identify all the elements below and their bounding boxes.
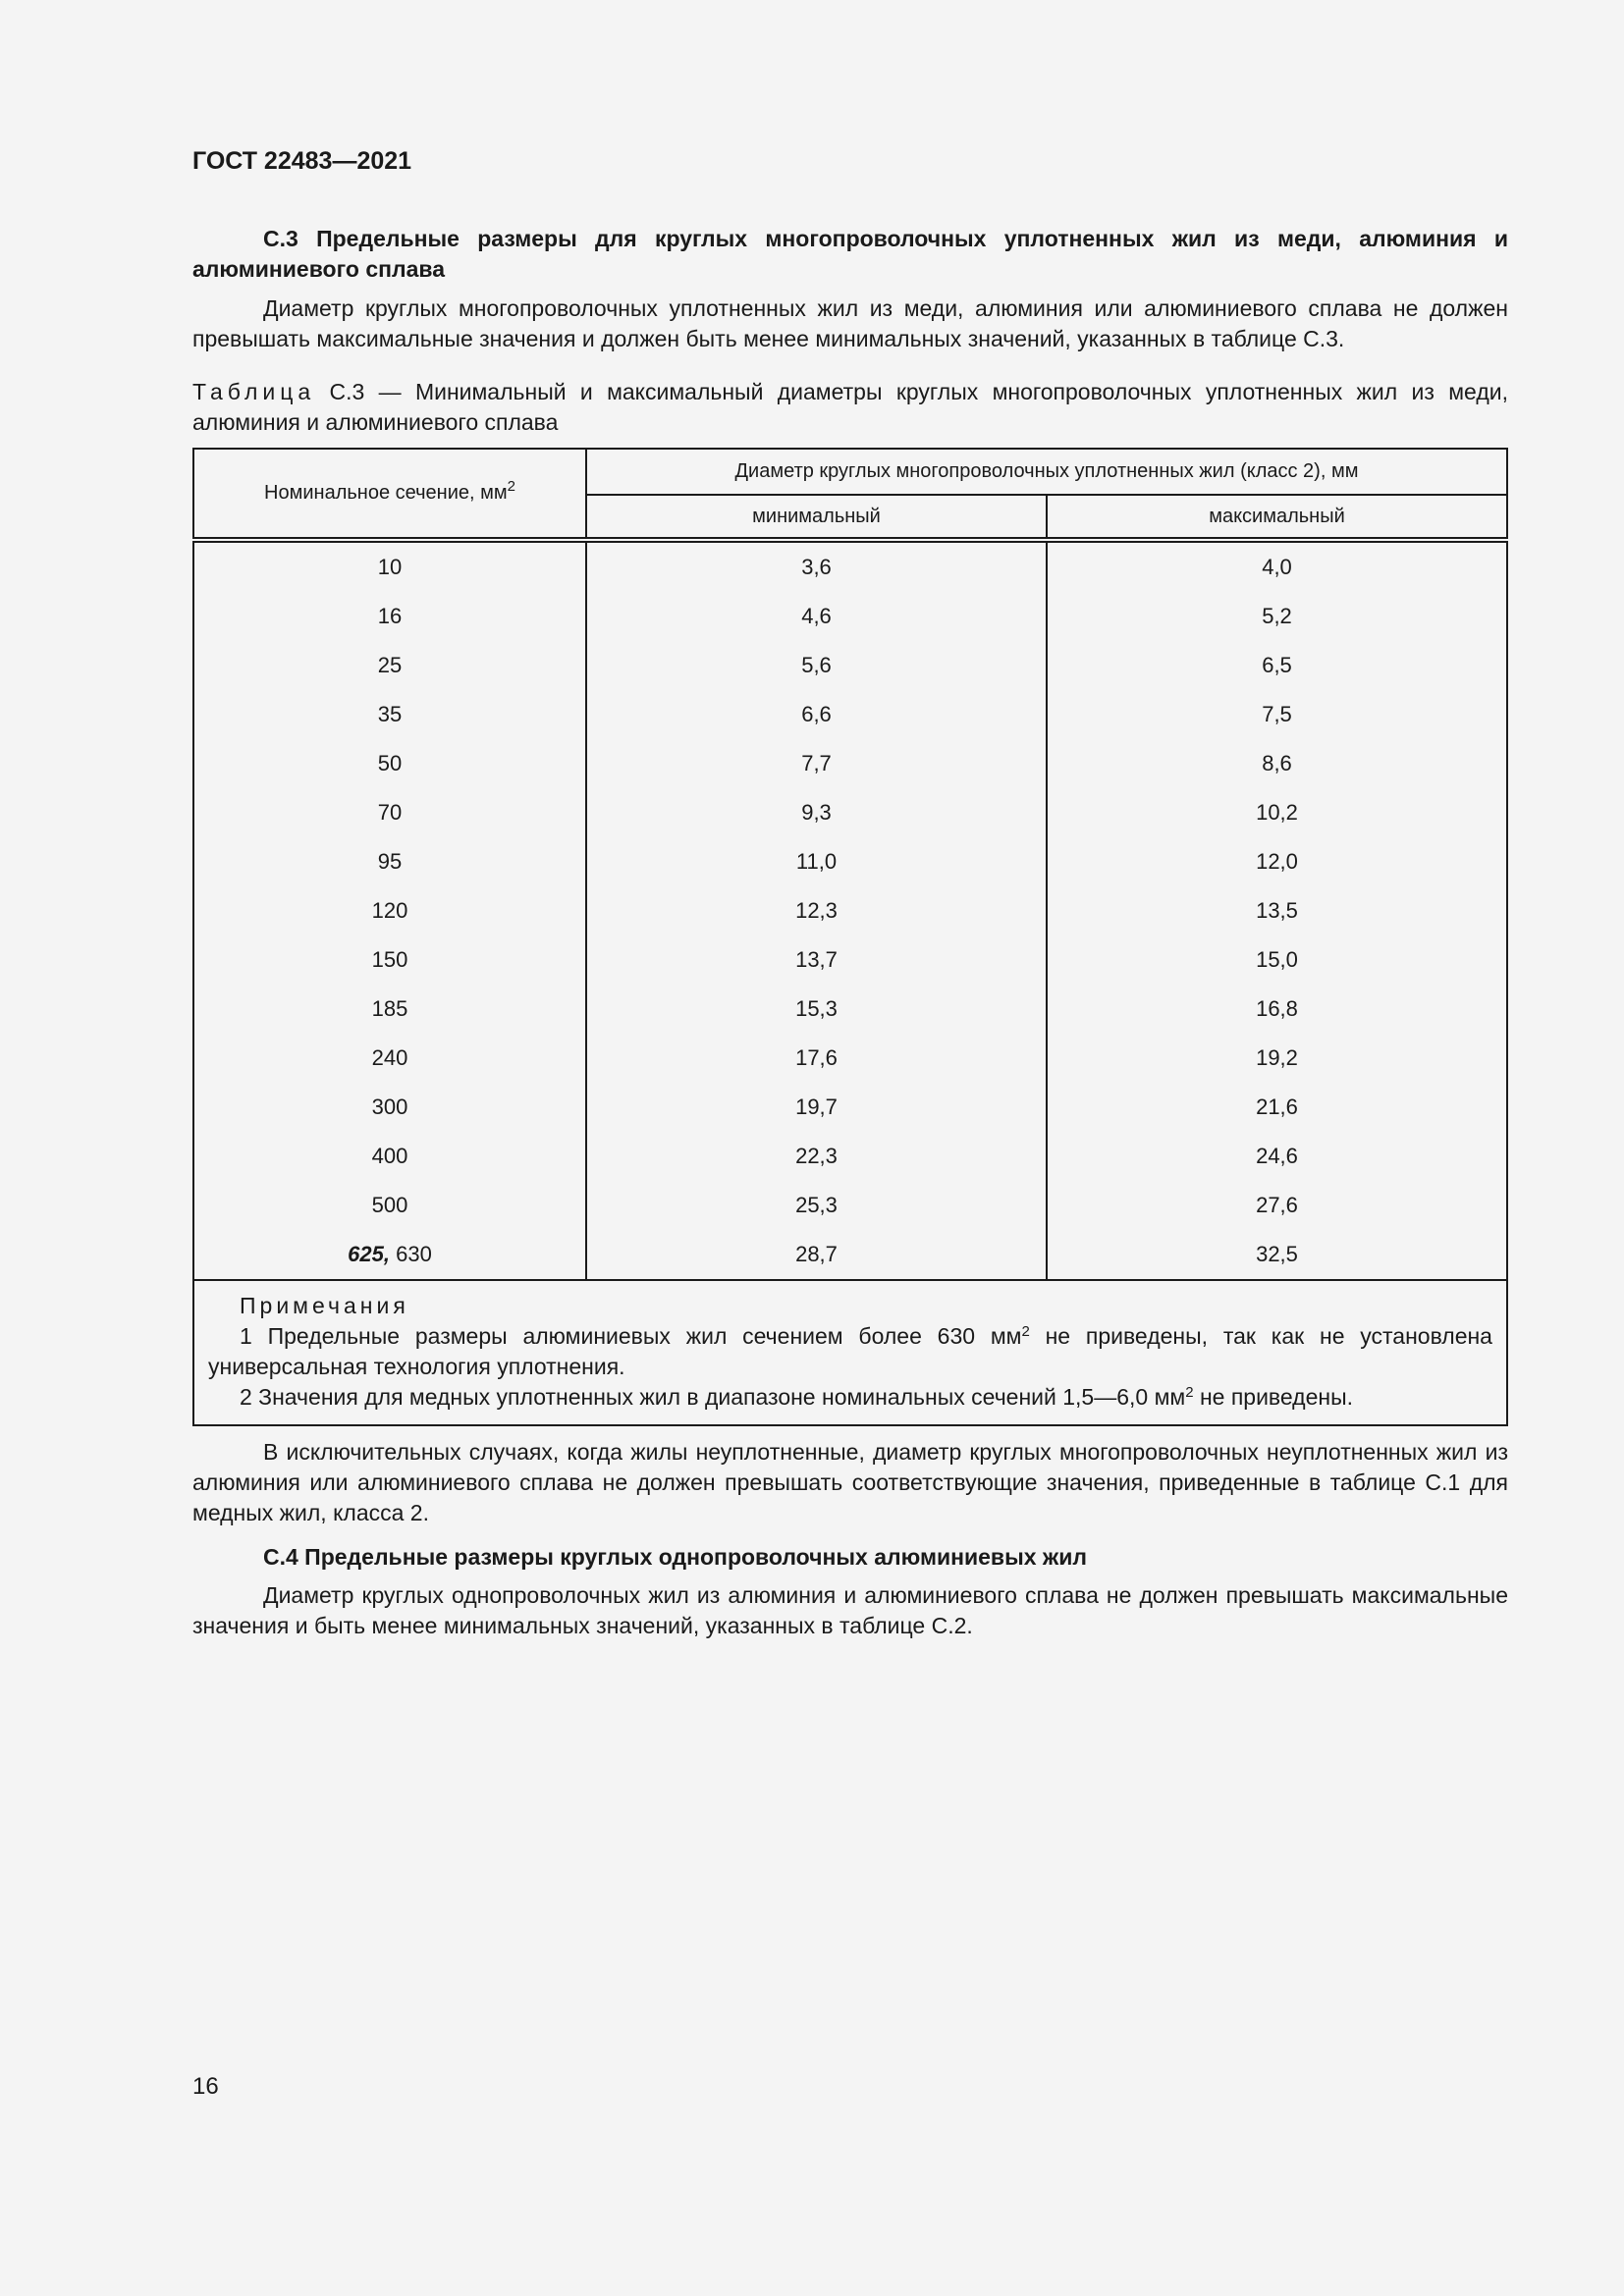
note-1: 1 Предельные размеры алюминиевых жил сечением более 630 $мм^2$ не приведены, так как не установлена универсальная технология уплотнения. [208, 1323, 1492, 1379]
section-c4-paragraph: Диаметр круглых однопроволочных жил из алюминия и алюминиевого сплава не должен превышать максимальные значения и быть менее минимальных значений, указанных в таблице С.2. [192, 1582, 1508, 1638]
table-row: 70 9,3 10,2 [193, 788, 1507, 837]
table-row: 400 22,3 24,6 [193, 1132, 1507, 1181]
table-row: 120 12,3 13,5 [193, 886, 1507, 935]
table-row: 16 4,6 5,2 [193, 592, 1507, 641]
col-min-header: минимальный [586, 495, 1047, 540]
table-row: 500 25,3 27,6 [193, 1181, 1507, 1230]
col-group-header: Диаметр круглых многопроволочных уплотненных жил (класс 2), мм [586, 449, 1507, 495]
table-row: 150 13,7 15,0 [193, 935, 1507, 985]
col-section-header: Номинальное сечение, $мм^2$ [193, 449, 586, 540]
section-c3-paragraph: Диаметр круглых многопроволочных уплотненных жил из меди, алюминия или алюминиевого сплава не должен превышать максимальные значения и должен быть менее минимальных значений, указанных в таблице С.3. [192, 295, 1508, 351]
table-notes [193, 1280, 1507, 1425]
table-row: 25 5,6 6,5 [193, 641, 1507, 690]
page-number: 16 [192, 2073, 219, 2100]
section-c4-title: С.4 Предельные размеры круглых однопроволочных алюминиевых жил [263, 1544, 1087, 1570]
table-row: 50 7,7 8,6 [193, 739, 1507, 788]
diameter-table [192, 448, 1508, 1426]
note-2: 2 Значения для медных уплотненных жил в диапазоне номинальных сечений 1,5—6,0 $мм^2$ не приведены. [240, 1384, 1354, 1410]
notes-title: Примечания [240, 1293, 409, 1318]
table-row: 625, 630 28,7 32,5 [193, 1230, 1507, 1280]
table-caption-text: С.3 — Минимальный и максимальный диаметры круглых многопроволочных уплотненных жил из меди, алюминия и алюминиевого сплава [192, 379, 1508, 435]
table-row: 185 15,3 16,8 [193, 985, 1507, 1034]
table-row: 300 19,7 21,6 [193, 1083, 1507, 1132]
table-row: 10 3,6 4,0 [193, 540, 1507, 592]
paragraph-unconsolidated: В исключительных случаях, когда жилы неуплотненные, диаметр круглых многопроволочных неуплотненных жил из алюминия или алюминиевого сплава не должен превышать соответствующие значения, приведенные в таблице С.1 для медных жил, класса 2. [192, 1439, 1508, 1525]
table-row: 240 17,6 19,2 [193, 1034, 1507, 1083]
table-row: 35 6,6 7,5 [193, 690, 1507, 739]
table-caption [192, 377, 1508, 438]
table-row: 95 11,0 12,0 [193, 837, 1507, 886]
standard-header: ГОСТ 22483—2021 [192, 147, 412, 175]
table-caption-label: Таблица [192, 379, 316, 404]
section-c3-title: С.3 Предельные размеры для круглых многопроволочных уплотненных жил из меди, алюминия и алюминиевого сплава [192, 226, 1508, 282]
col-max-header: максимальный [1047, 495, 1507, 540]
